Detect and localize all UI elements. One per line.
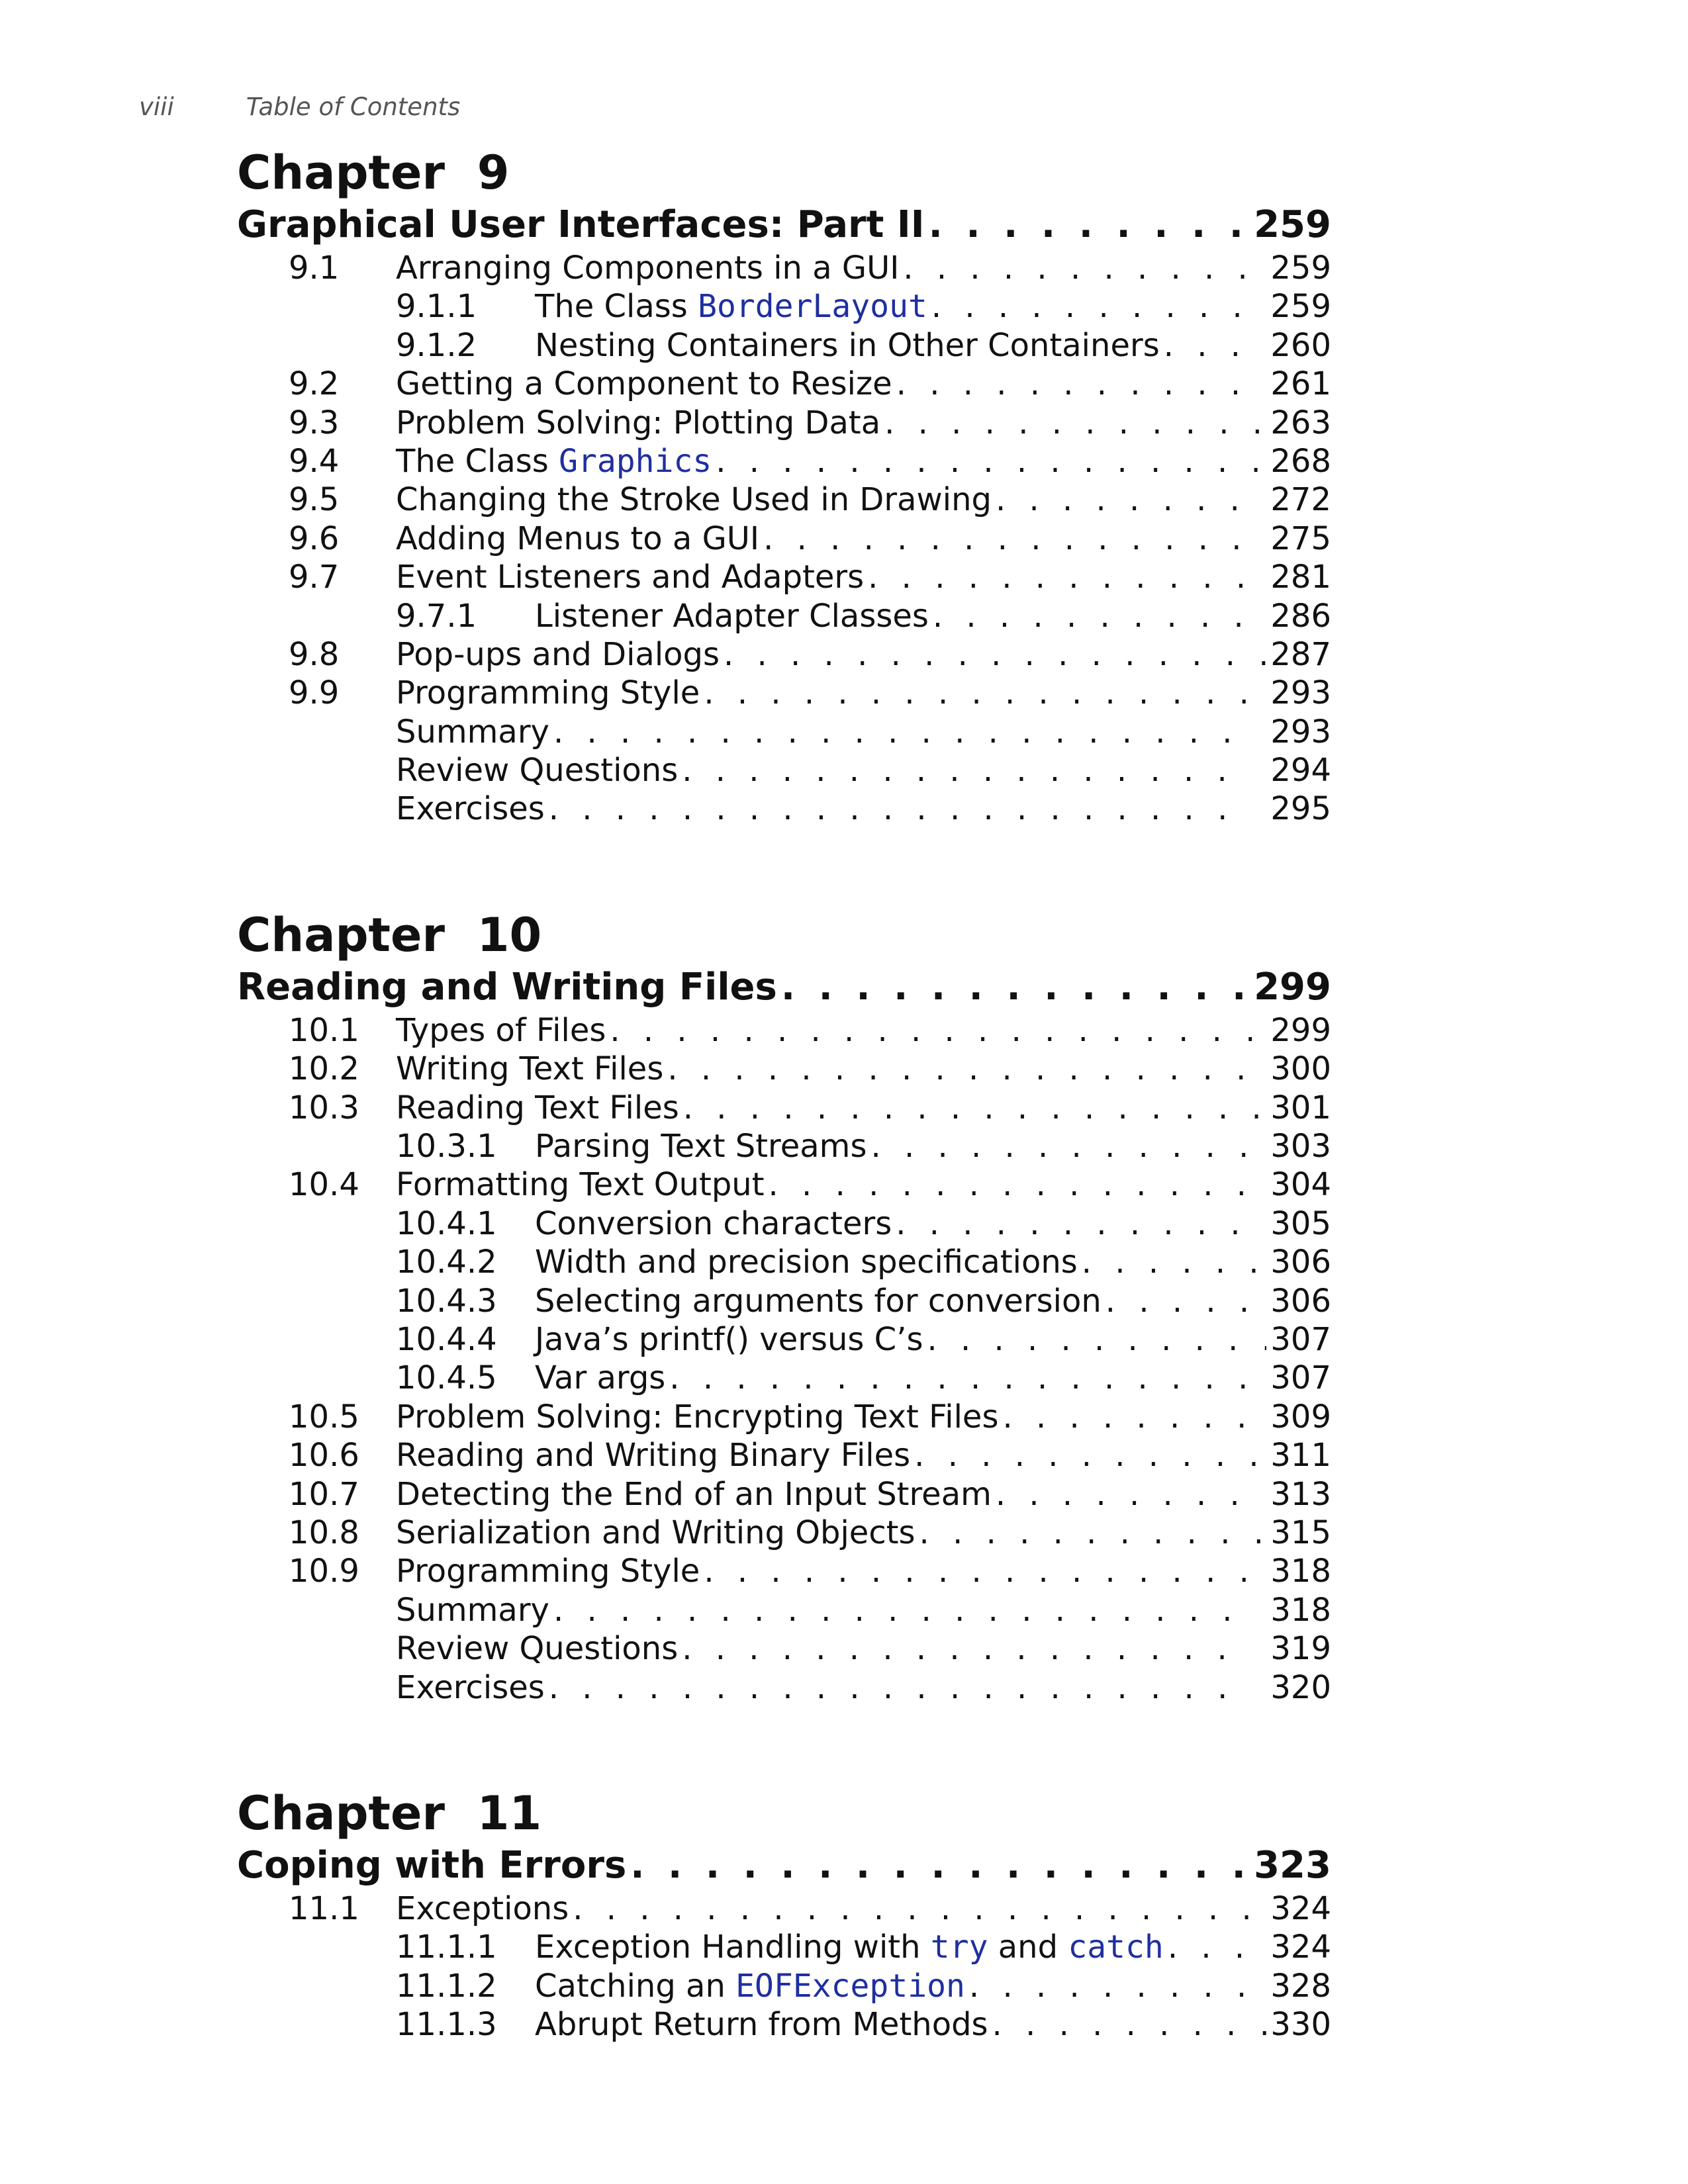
section-title: Listener Adapter Classes: [535, 597, 929, 635]
section-title: Summary: [396, 1591, 549, 1629]
section-number: 9.9: [289, 674, 340, 712]
page-number: 294: [1270, 752, 1331, 790]
section-number: 10.7: [289, 1475, 359, 1513]
section-number: 9.6: [289, 520, 340, 557]
section-title: [535, 1928, 1164, 1966]
chapter-label: Chapter 9: [237, 146, 510, 200]
dot-leader: [553, 1591, 1253, 1629]
toc-entry-10-4[interactable]: [237, 1165, 1331, 1204]
section-number: 10.2: [289, 1050, 359, 1088]
section-title: Parsing Text Streams: [535, 1128, 867, 1165]
dot-leader: [969, 1967, 1266, 2005]
section-title: Adding Menus to a GUI: [396, 520, 760, 557]
toc-entry-10-2[interactable]: [237, 1050, 1331, 1088]
section-title: Arranging Components in a GUI: [396, 250, 900, 287]
section-title: Programming Style: [396, 674, 700, 712]
page-number: 295: [1270, 790, 1331, 828]
dot-leader: [573, 1889, 1266, 1928]
dot-leader: [682, 1629, 1253, 1668]
page-number: 300: [1270, 1050, 1331, 1088]
section-number: 9.1.2: [396, 326, 477, 364]
page-number: 324: [1270, 1929, 1331, 1966]
toc-entry-9-8[interactable]: [237, 635, 1331, 674]
dot-leader: [781, 964, 1250, 1011]
dot-leader: [724, 635, 1266, 674]
section-title: Serialization and Writing Objects: [396, 1514, 915, 1551]
dot-leader: [704, 674, 1266, 712]
page-number: 287: [1270, 635, 1331, 673]
page-number: 318: [1270, 1553, 1331, 1590]
page-number: 330: [1270, 2006, 1331, 2044]
page-number: 303: [1270, 1128, 1331, 1165]
toc-entry-10-4-4[interactable]: [237, 1320, 1331, 1359]
section-title: Reading Text Files: [396, 1089, 679, 1126]
toc-entry-10-9[interactable]: [237, 1552, 1331, 1590]
section-title-text: Catching an: [535, 1967, 736, 2005]
toc-entry-exercises[interactable]: [237, 1668, 1331, 1707]
chapter-label: Chapter 10: [237, 907, 542, 962]
chapter-label: Chapter 11: [237, 1786, 542, 1841]
dot-leader: [1082, 1243, 1267, 1281]
section-title: Writing Text Files: [396, 1050, 664, 1088]
toc-entry-10-6[interactable]: [237, 1436, 1331, 1475]
section-number: 10.4: [289, 1166, 359, 1204]
chapter-title-entry[interactable]: [237, 201, 1331, 249]
page-number: 268: [1270, 442, 1331, 480]
dot-leader: [549, 790, 1254, 828]
section-number: 9.1: [289, 250, 340, 287]
dot-leader: [914, 1436, 1266, 1475]
toc-entry-9-2[interactable]: [237, 365, 1331, 403]
section-number: 10.1: [289, 1011, 359, 1049]
section-number: 11.1.2: [396, 1967, 497, 2005]
dot-leader: [704, 1552, 1266, 1590]
toc-entry-11-1-3[interactable]: [237, 2005, 1331, 2044]
section-number: 9.3: [289, 404, 340, 441]
toc-entry-11-1-2[interactable]: [237, 1967, 1331, 2005]
section-number: 10.4.1: [396, 1205, 497, 1242]
dot-leader: [763, 520, 1266, 558]
section-title: Programming Style: [396, 1553, 700, 1590]
section-title: [535, 1967, 965, 2005]
dot-leader: [1002, 1398, 1266, 1436]
dot-leader: [896, 365, 1267, 403]
section-title-text: The Class: [396, 442, 559, 480]
section-number: 9.4: [289, 442, 340, 480]
toc-entry-review-questions[interactable]: [237, 1629, 1331, 1668]
dot-leader: [931, 287, 1267, 326]
dot-leader: [927, 1320, 1266, 1359]
toc-entry-10-1[interactable]: [237, 1011, 1331, 1050]
dot-leader: [933, 597, 1266, 635]
code-term: catch: [1068, 1929, 1164, 1966]
dot-leader: [929, 201, 1250, 249]
section-title: Changing the Stroke Used in Drawing: [396, 481, 992, 519]
section-number: 9.8: [289, 635, 340, 673]
toc-entry-exercises[interactable]: [237, 790, 1331, 828]
page-number: 319: [1270, 1630, 1331, 1668]
toc-entry-9-1[interactable]: [237, 249, 1331, 287]
page-number: 272: [1270, 481, 1331, 519]
page-number: 275: [1270, 520, 1331, 557]
section-title: Pop-ups and Dialogs: [396, 635, 720, 673]
section-number: 9.2: [289, 365, 340, 403]
section-number: 9.7.1: [396, 597, 477, 635]
chapter-title-entry[interactable]: [237, 964, 1331, 1011]
section-title: Review Questions: [396, 752, 679, 790]
toc-entry-9-1-1[interactable]: [237, 287, 1331, 326]
section-title: Abrupt Return from Methods: [535, 2006, 988, 2044]
page-folio: viii: [139, 93, 174, 121]
page-number: 307: [1270, 1359, 1331, 1397]
chapter-page-number: 323: [1254, 1843, 1331, 1887]
page-number: 305: [1270, 1205, 1331, 1242]
section-title-text: and: [988, 1929, 1068, 1966]
chapter-title: Reading and Writing Files: [237, 965, 777, 1009]
dot-leader: [992, 2005, 1267, 2044]
section-number: 9.1.1: [396, 288, 477, 326]
section-number: 11.1.1: [396, 1929, 497, 1966]
section-number: 10.5: [289, 1398, 359, 1435]
chapter-9: [237, 144, 1331, 829]
page-number: 293: [1270, 674, 1331, 712]
toc-entry-10-3[interactable]: [237, 1089, 1331, 1127]
page-number: 263: [1270, 404, 1331, 441]
section-title: Types of Files: [396, 1011, 606, 1049]
page-number: 259: [1270, 250, 1331, 287]
dot-leader: [1105, 1282, 1267, 1320]
chapter-10: [237, 907, 1331, 1707]
page-number: 309: [1270, 1398, 1331, 1435]
code-term: BorderLayout: [698, 288, 927, 326]
page-number: 261: [1270, 365, 1331, 403]
dot-leader: [1168, 1928, 1267, 1966]
toc-entry-9-6[interactable]: [237, 520, 1331, 558]
toc-entry-9-9[interactable]: [237, 674, 1331, 712]
page-number: 328: [1270, 1967, 1331, 2005]
page-number: 324: [1270, 1889, 1331, 1927]
table-of-contents: [237, 144, 1331, 2122]
dot-leader: [630, 1842, 1250, 1889]
section-number: 10.4.3: [396, 1282, 497, 1320]
section-number: 11.1.3: [396, 2006, 497, 2044]
dot-leader: [667, 1050, 1266, 1088]
dot-leader: [549, 1668, 1254, 1707]
section-title: Java’s printf() versus C’s: [535, 1320, 923, 1358]
toc-entry-9-7-1[interactable]: [237, 597, 1331, 635]
section-number: 10.4.2: [396, 1244, 497, 1281]
page-number: 320: [1270, 1668, 1331, 1706]
toc-entry-review-questions[interactable]: [237, 751, 1331, 790]
section-title: Nesting Containers in Other Containers: [535, 326, 1160, 364]
section-number: 10.3: [289, 1089, 359, 1126]
chapter-title-entry[interactable]: [237, 1842, 1331, 1889]
page-number: 307: [1270, 1320, 1331, 1358]
toc-entry-11-1[interactable]: [237, 1889, 1331, 1928]
toc-entry-summary[interactable]: [237, 713, 1331, 751]
toc-entry-10-7[interactable]: [237, 1475, 1331, 1514]
section-title: Problem Solving: Encrypting Text Files: [396, 1398, 999, 1435]
section-number: 10.9: [289, 1553, 359, 1590]
page-number: 306: [1270, 1282, 1331, 1320]
page-number: 281: [1270, 559, 1331, 596]
dot-leader: [903, 249, 1266, 287]
dot-leader: [884, 404, 1266, 442]
section-title: Problem Solving: Plotting Data: [396, 404, 881, 441]
dot-leader: [682, 751, 1253, 790]
toc-entry-10-3-1[interactable]: [237, 1127, 1331, 1165]
page-number: 315: [1270, 1514, 1331, 1551]
section-title: Conversion characters: [535, 1205, 892, 1242]
code-term: Graphics: [559, 442, 712, 480]
toc-entry-9-7[interactable]: [237, 558, 1331, 596]
section-number: 10.8: [289, 1514, 359, 1551]
toc-entry-9-5[interactable]: [237, 480, 1331, 519]
section-title: Width and precision specifications: [535, 1244, 1078, 1281]
toc-entry-9-4[interactable]: [237, 442, 1331, 480]
chapter-title: Graphical User Interfaces: Part II: [237, 203, 925, 246]
dot-leader: [610, 1011, 1266, 1050]
section-number: 11.1: [289, 1889, 359, 1927]
chapter-title: Coping with Errors: [237, 1843, 627, 1887]
section-title: [396, 442, 712, 480]
running-title: Table of Contents: [246, 93, 461, 121]
chapter-page-number: 299: [1254, 965, 1331, 1009]
dot-leader: [996, 480, 1266, 519]
page-number: 304: [1270, 1166, 1331, 1204]
page-number: 318: [1270, 1591, 1331, 1629]
dot-leader: [1164, 326, 1267, 365]
section-title: [535, 287, 927, 326]
page-number: 286: [1270, 597, 1331, 635]
dot-leader: [996, 1475, 1266, 1514]
chapter-11: [237, 1785, 1331, 2044]
page-number: 293: [1270, 713, 1331, 751]
section-title: Exceptions: [396, 1889, 569, 1927]
section-title: Review Questions: [396, 1630, 679, 1668]
toc-entry-10-4-1[interactable]: [237, 1205, 1331, 1243]
dot-leader: [553, 713, 1253, 751]
toc-entry-10-4-3[interactable]: [237, 1282, 1331, 1320]
chapter-page-number: 259: [1254, 203, 1331, 246]
toc-entry-9-3[interactable]: [237, 404, 1331, 442]
section-title: Exercises: [396, 790, 545, 828]
section-title: Summary: [396, 713, 549, 751]
toc-entry-9-1-2[interactable]: [237, 326, 1331, 365]
toc-entry-10-4-5[interactable]: [237, 1359, 1331, 1397]
dot-leader: [716, 442, 1266, 480]
section-number: 10.3.1: [396, 1128, 497, 1165]
section-title: Event Listeners and Adapters: [396, 559, 865, 596]
section-number: 9.5: [289, 481, 340, 519]
dot-leader: [870, 1127, 1266, 1165]
section-title: Formatting Text Output: [396, 1166, 765, 1204]
section-title-text: Exception Handling with: [535, 1929, 931, 1966]
section-title-text: The Class: [535, 288, 698, 326]
page-number: 299: [1270, 1011, 1331, 1049]
dot-leader: [919, 1514, 1267, 1552]
toc-entry-10-4-2[interactable]: [237, 1243, 1331, 1281]
page-number: 313: [1270, 1475, 1331, 1513]
code-term: try: [930, 1929, 988, 1966]
toc-entry-10-8[interactable]: [237, 1514, 1331, 1552]
toc-entry-summary[interactable]: [237, 1591, 1331, 1629]
toc-entry-10-5[interactable]: [237, 1398, 1331, 1436]
section-title: Var args: [535, 1359, 666, 1397]
page-number: 259: [1270, 288, 1331, 326]
section-title: Getting a Component to Resize: [396, 365, 892, 403]
section-number: 10.4.4: [396, 1320, 497, 1358]
section-number: 9.7: [289, 559, 340, 596]
page-number: 260: [1270, 326, 1331, 364]
page-number: 301: [1270, 1089, 1331, 1126]
dot-leader: [669, 1359, 1266, 1397]
page-number: 311: [1270, 1437, 1331, 1475]
code-term: EOFException: [735, 1967, 965, 2005]
section-title: Detecting the End of an Input Stream: [396, 1475, 992, 1513]
dot-leader: [896, 1205, 1266, 1243]
dot-leader: [769, 1165, 1267, 1204]
section-title: Exercises: [396, 1668, 545, 1706]
section-title: Reading and Writing Binary Files: [396, 1437, 911, 1475]
page-number: 306: [1270, 1244, 1331, 1281]
section-title: Selecting arguments for conversion: [535, 1282, 1102, 1320]
dot-leader: [868, 558, 1266, 596]
running-head: [139, 93, 460, 121]
section-number: 10.4.5: [396, 1359, 497, 1397]
section-number: 10.6: [289, 1437, 359, 1475]
dot-leader: [683, 1089, 1267, 1127]
toc-entry-11-1-1[interactable]: [237, 1928, 1331, 1966]
